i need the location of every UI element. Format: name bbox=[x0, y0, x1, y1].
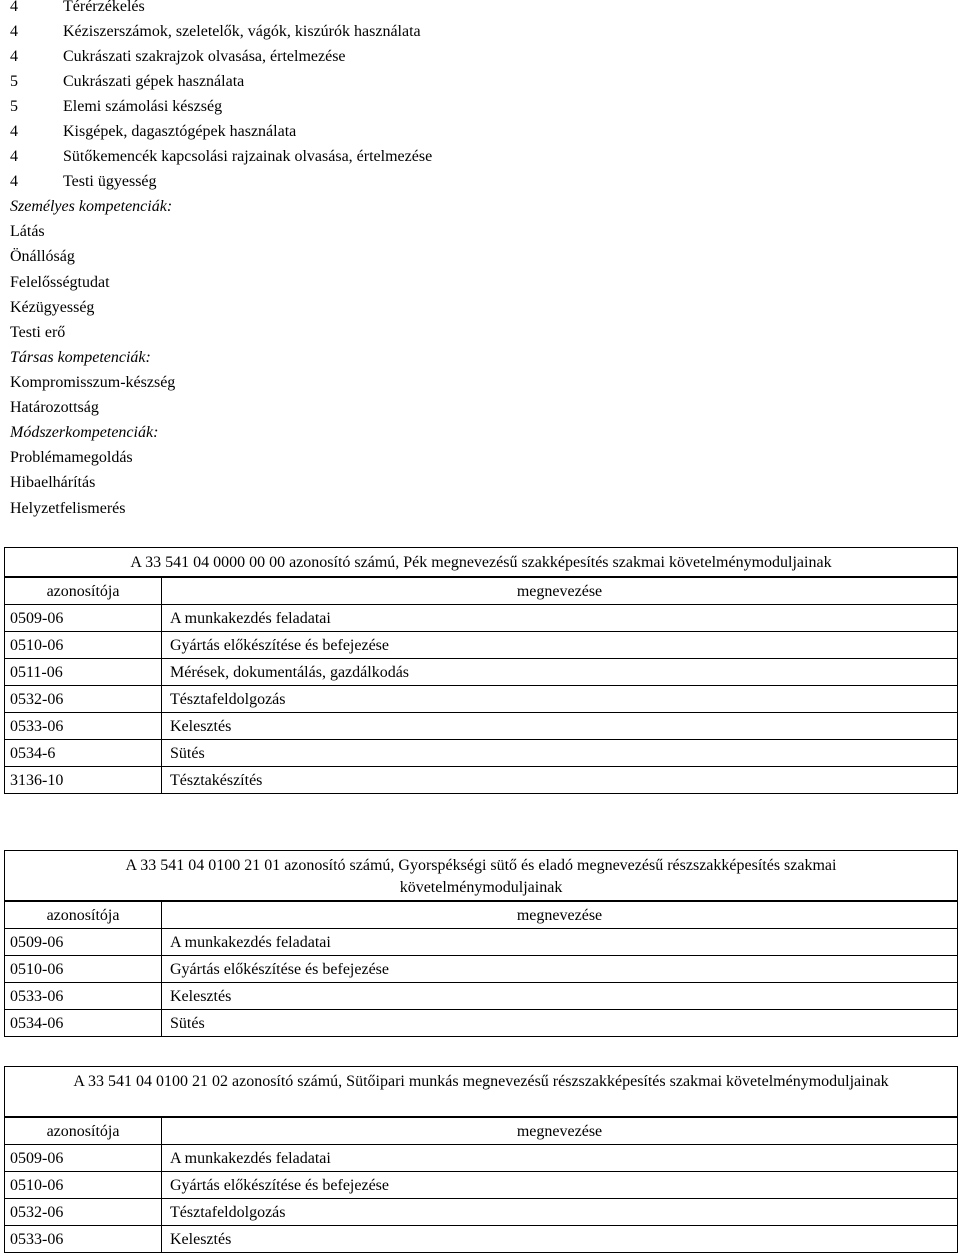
skill-text: Kéziszerszámok, szeletelők, vágók, kiszúrók használata bbox=[63, 23, 421, 40]
module-id: 0509-06 bbox=[5, 929, 162, 955]
skill-text: Cukrászati gépek használata bbox=[63, 73, 245, 90]
table-row bbox=[5, 658, 957, 685]
skill-line bbox=[10, 169, 157, 194]
module-name: A munkakezdés feladatai bbox=[170, 1150, 331, 1167]
module-name: Gyártás előkészítése és befejezése bbox=[170, 637, 389, 654]
module-id: 0509-06 bbox=[5, 1145, 162, 1171]
social-competences-heading: Társas kompetenciák: bbox=[10, 349, 151, 366]
skill-level: 5 bbox=[10, 98, 18, 115]
skill-text: Sütőkemencék kapcsolási rajzainak olvasása, értelmezése bbox=[63, 148, 433, 165]
skill-text: Kisgépek, dagasztógépek használata bbox=[63, 123, 297, 140]
skill-level: 4 bbox=[10, 173, 18, 190]
competence-item: Helyzetfelismerés bbox=[10, 500, 126, 517]
module-name: Kelesztés bbox=[170, 988, 232, 1005]
module-id: 0511-06 bbox=[5, 659, 162, 685]
skill-line bbox=[10, 94, 222, 119]
skill-line bbox=[10, 0, 145, 19]
column-header-id: azonosítója bbox=[5, 578, 162, 604]
module-id: 0533-06 bbox=[5, 713, 162, 739]
personal-competences-heading: Személyes kompetenciák: bbox=[10, 198, 173, 215]
module-name: Kelesztés bbox=[170, 718, 232, 735]
skill-line bbox=[10, 19, 421, 44]
module-id: 0510-06 bbox=[5, 956, 162, 982]
table-title: A 33 541 04 0100 21 02 azonosító számú, Sütőipari munkás megnevezésű részszakképesítés szakmai követelménymoduljainak bbox=[5, 1067, 957, 1117]
skill-level: 4 bbox=[10, 148, 18, 165]
competence-item: Látás bbox=[10, 223, 45, 240]
skill-line bbox=[10, 119, 296, 144]
column-header-name: megnevezése bbox=[516, 1123, 603, 1140]
module-name: A munkakezdés feladatai bbox=[170, 934, 331, 951]
column-header-name: megnevezése bbox=[516, 907, 603, 924]
module-name: Mérések, dokumentálás, gazdálkodás bbox=[170, 664, 410, 681]
table-row bbox=[5, 604, 957, 631]
module-table-gyorspekseg bbox=[4, 850, 958, 1037]
skill-line bbox=[10, 144, 432, 169]
module-id: 0510-06 bbox=[5, 1172, 162, 1198]
skill-level: 4 bbox=[10, 23, 18, 40]
table-row bbox=[5, 712, 957, 739]
column-header-id: azonosítója bbox=[5, 902, 162, 928]
table-title: A 33 541 04 0100 21 01 azonosító számú, Gyorspékségi sütő és eladó megnevezésű részszakképesítés szakmai követelménymoduljainak bbox=[5, 851, 957, 901]
module-id: 3136-10 bbox=[5, 767, 162, 793]
module-name: Gyártás előkészítése és befejezése bbox=[170, 1177, 389, 1194]
module-id: 0509-06 bbox=[5, 605, 162, 631]
competence-item: Felelősségtudat bbox=[10, 274, 110, 291]
method-competences-heading: Módszerkompetenciák: bbox=[10, 424, 159, 441]
module-name: Kelesztés bbox=[170, 1231, 232, 1248]
module-id: 0533-06 bbox=[5, 1226, 162, 1252]
module-id: 0534-6 bbox=[5, 740, 162, 766]
skill-text: Cukrászati szakrajzok olvasása, értelmezése bbox=[63, 48, 346, 65]
table-row bbox=[5, 766, 957, 793]
table-title: A 33 541 04 0000 00 00 azonosító számú, Pék megnevezésű szakképesítés szakmai követelménymoduljainak bbox=[5, 548, 957, 577]
skill-text: Testi ügyesség bbox=[63, 173, 157, 190]
table-row bbox=[5, 1171, 957, 1198]
table-row bbox=[5, 1198, 957, 1225]
module-id: 0532-06 bbox=[5, 686, 162, 712]
module-table-pek bbox=[4, 547, 958, 794]
module-name: Tésztafeldolgozás bbox=[170, 1204, 286, 1221]
skill-level: 4 bbox=[10, 0, 18, 15]
column-header-id: azonosítója bbox=[5, 1118, 162, 1144]
module-id: 0534-06 bbox=[5, 1010, 162, 1036]
table-header-row bbox=[5, 577, 957, 604]
competence-item: Problémamegoldás bbox=[10, 449, 133, 466]
table-row bbox=[5, 928, 957, 955]
competence-item: Kézügyesség bbox=[10, 299, 95, 316]
table-header-row bbox=[5, 901, 957, 928]
skill-level: 5 bbox=[10, 73, 18, 90]
module-table-sutoipari bbox=[4, 1066, 958, 1253]
table-row bbox=[5, 955, 957, 982]
module-name: Tésztafeldolgozás bbox=[170, 691, 286, 708]
module-id: 0510-06 bbox=[5, 632, 162, 658]
competence-item: Kompromisszum-készség bbox=[10, 374, 176, 391]
column-header-name: megnevezése bbox=[516, 583, 603, 600]
competence-item: Testi erő bbox=[10, 324, 66, 341]
table-header-row bbox=[5, 1117, 957, 1144]
module-name: Tésztakészítés bbox=[170, 772, 263, 789]
skill-level: 4 bbox=[10, 123, 18, 140]
module-id: 0532-06 bbox=[5, 1199, 162, 1225]
module-id: 0533-06 bbox=[5, 983, 162, 1009]
skill-level: 4 bbox=[10, 48, 18, 65]
skill-text: Térérzékelés bbox=[63, 0, 145, 15]
table-row bbox=[5, 1009, 957, 1036]
module-name: Sütés bbox=[170, 1015, 205, 1032]
skill-line bbox=[10, 44, 346, 69]
table-row bbox=[5, 982, 957, 1009]
module-name: A munkakezdés feladatai bbox=[170, 610, 331, 627]
module-name: Sütés bbox=[170, 745, 205, 762]
skill-line bbox=[10, 69, 244, 94]
table-row bbox=[5, 1225, 957, 1252]
table-row bbox=[5, 631, 957, 658]
competence-item: Önállóság bbox=[10, 248, 75, 265]
table-row bbox=[5, 1144, 957, 1171]
competence-item: Hibaelhárítás bbox=[10, 474, 96, 491]
table-row bbox=[5, 685, 957, 712]
skill-text: Elemi számolási készség bbox=[63, 98, 223, 115]
competence-item: Határozottság bbox=[10, 399, 99, 416]
module-name: Gyártás előkészítése és befejezése bbox=[170, 961, 389, 978]
table-row bbox=[5, 739, 957, 766]
